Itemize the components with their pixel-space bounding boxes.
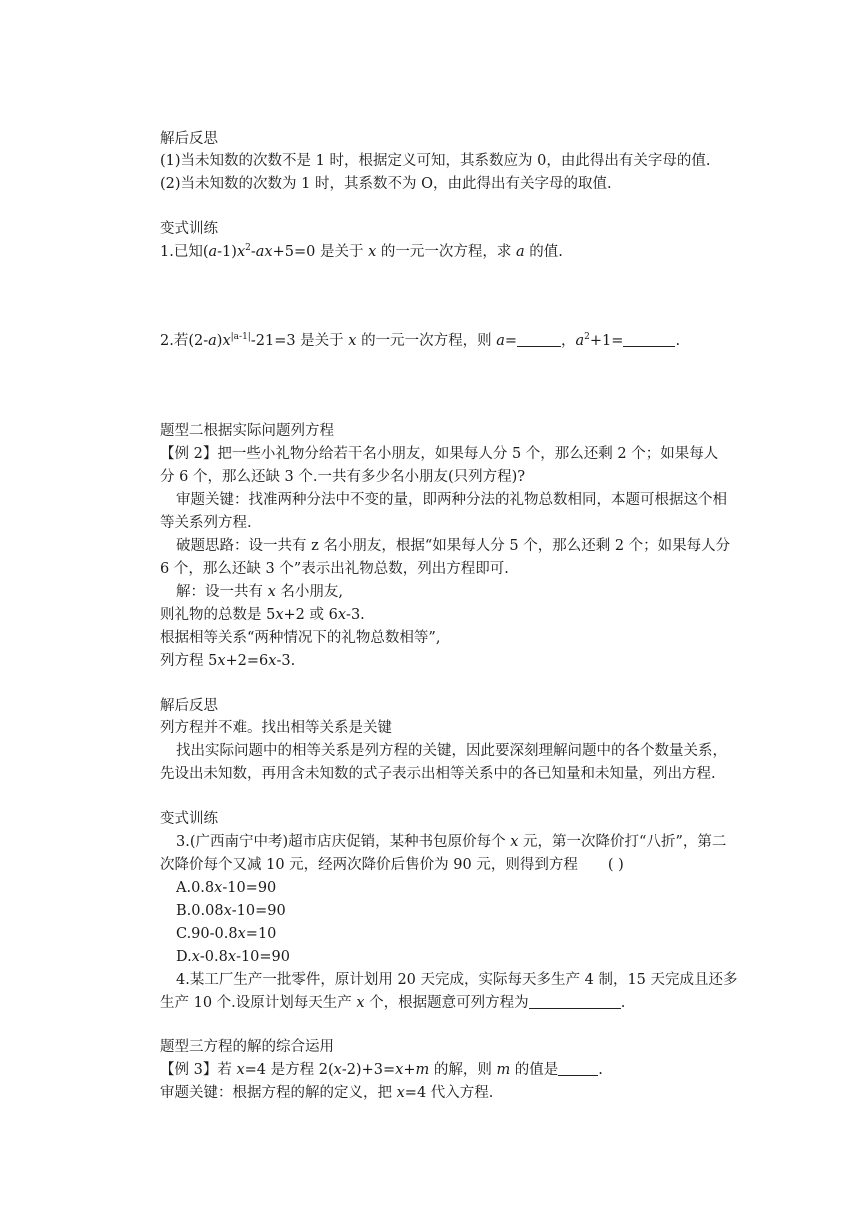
option-a[interactable]: A.0.8x-10=90 bbox=[176, 880, 277, 896]
option-d[interactable]: D.x-0.8x-10=90 bbox=[176, 949, 291, 965]
answer-blank[interactable] bbox=[623, 332, 675, 347]
solution-line-1: 解：设一共有 x 名小朋友, bbox=[176, 584, 344, 600]
option-b[interactable]: B.0.08x-10=90 bbox=[176, 903, 286, 919]
reflection-line-1: 找出实际问题中的相等关系是列方程的关键，因此要深刻理解问题中的各个数量关系， bbox=[176, 743, 727, 759]
key-point-line-1: 审题关键：找准两种分法中不变的量，即两种分法的礼物总数相同，本题可根据这个相 bbox=[176, 492, 727, 508]
key-point: 审题关键：根据方程的解的定义，把 x=4 代入方程. bbox=[160, 1085, 494, 1101]
exercise-2: 2.若$(2-a)x^{|a-1|}-21=3$ 是关于 x 的一元一次方程，则 a= ，$a^2+1=$ . bbox=[160, 332, 681, 349]
key-point-line-2: 等关系列方程. bbox=[160, 515, 252, 531]
section-heading: 题型二根据实际问题列方程 bbox=[160, 423, 334, 439]
solution-line-2: 则礼物的总数是 5x+2 或 6x-3. bbox=[160, 607, 365, 623]
reflection-text: 列方程并不难。找出相等关系是关键 bbox=[160, 720, 392, 736]
approach-line-2: 6 个，那么还缺 3 个”表示出礼物总数，列出方程即可. bbox=[160, 561, 509, 577]
example-2-line-1: 【例 2】把一些小礼物分给若干名小朋友，如果每人分 5 个，那么还剩 2 个；如果每人 bbox=[160, 446, 719, 462]
reflection-line-2: 先设出未知数，再用含未知数的式子表示出相等关系中的各已知量和未知量，列出方程. bbox=[160, 766, 716, 782]
section-heading: 变式训练 bbox=[160, 811, 218, 827]
exercise-1: 1.已知$(a-1)x^2-ax+5=0$ 是关于 x 的一元一次方程，求 a 的值. bbox=[160, 243, 563, 260]
answer-paren[interactable]: ( ) bbox=[607, 857, 624, 873]
exercise-4-line-2: 生产 10 个.设原计划每天生产 x 个，根据题意可列方程为 . bbox=[160, 995, 626, 1011]
section-heading: 解后反思 bbox=[160, 131, 218, 147]
exercise-3-line-1: 3.(广西南宁中考)超市店庆促销，某种书包原价每个 x 元，第一次降价打“八折”，第二 bbox=[176, 834, 727, 850]
answer-blank[interactable] bbox=[529, 994, 621, 1009]
example-2-line-2: 分 6 个，那么还缺 3 个.一共有多少名小朋友(只列方程)? bbox=[160, 469, 526, 485]
section-heading: 题型三方程的解的综合运用 bbox=[160, 1039, 334, 1055]
approach-line-1: 破题思路：设一共有 z 名小朋友，根据“如果每人分 5 个，那么还剩 2 个；如果每人分 bbox=[176, 538, 731, 554]
answer-blank[interactable] bbox=[517, 332, 561, 347]
example-3: 【例 3】若 x=4 是方程 2(x-2)+3=x+m 的解，则 m 的值是 . bbox=[160, 1062, 603, 1078]
solution-line-3: 根据相等关系“两种情况下的礼物总数相等”, bbox=[160, 630, 441, 646]
section-heading: 变式训练 bbox=[160, 221, 218, 237]
option-c[interactable]: C.90-0.8x=10 bbox=[176, 926, 277, 942]
answer-blank[interactable] bbox=[558, 1061, 598, 1076]
solution-line-4: 列方程 5x+2=6x-3. bbox=[160, 653, 296, 669]
exercise-4-line-1: 4.某工厂生产一批零件，原计划用 20 天完成，实际每天多生产 4 制，15 天完成且还多 bbox=[176, 972, 738, 988]
reflection-point-1: (1)当未知数的次数不是 1 时，根据定义可知，其系数应为 0，由此得出有关字母的值. bbox=[160, 153, 711, 169]
exercise-3-line-2: 次降价每个又减 10 元，经两次降价后售价为 90 元，则得到方程 ( ) bbox=[160, 857, 624, 873]
reflection-point-2: (2)当未知数的次数为 1 时，其系数不为 O，由此得出有关字母的取值. bbox=[160, 176, 612, 192]
section-heading: 解后反思 bbox=[160, 698, 218, 714]
